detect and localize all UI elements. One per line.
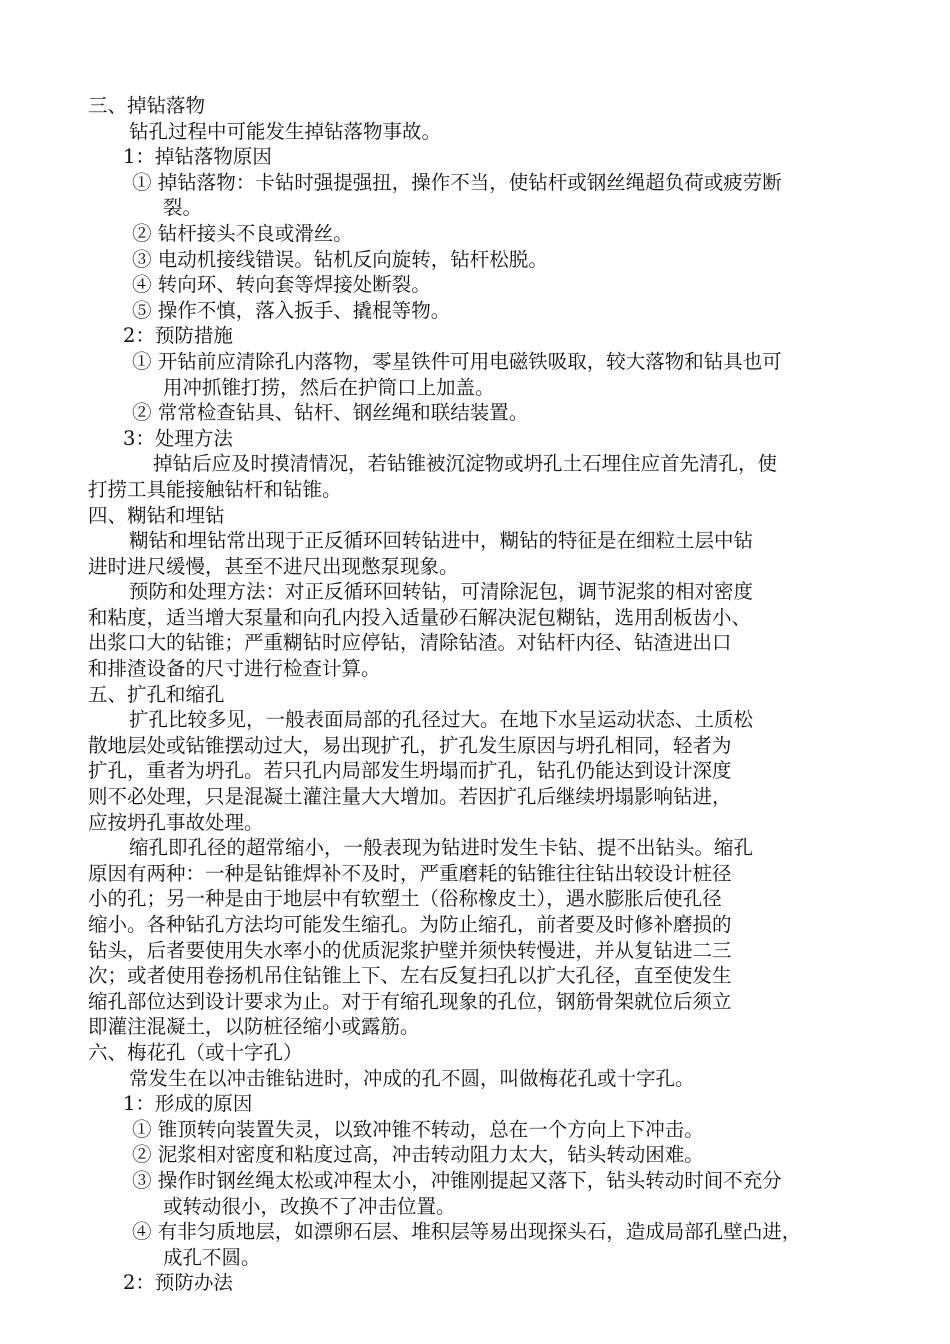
paragraph-line: 缩孔部位达到设计要求为止。对于有缩孔现象的孔位，钢筋骨架就位后须立 xyxy=(88,989,732,1013)
list-item: ④ 有非匀质地层，如漂卵石层、堆积层等易出现探头石，造成局部孔壁凸进， xyxy=(132,1220,802,1244)
list-item: ① 锥顶转向装置失灵，以致冲锥不转动，总在一个方向上下冲击。 xyxy=(132,1117,704,1141)
paragraph-line: 掉钻后应及时摸清情况，若钻锥被沉淀物或坍孔土石埋住应首先清孔，使 xyxy=(153,452,778,476)
section-heading-5: 五、扩孔和缩孔 xyxy=(88,682,225,706)
list-item: ① 掉钻落物：卡钻时强提强扭，操作不当，使钻杆或钢丝绳超负荷或疲劳断 xyxy=(132,170,782,194)
list-item: ② 泥浆相对密度和粘度过高，冲击转动阻力太大，钻头转动困难。 xyxy=(132,1143,704,1167)
list-item-continuation: 或转动很小，改换不了冲击位置。 xyxy=(163,1194,456,1218)
subheading: 1：掉钻落物原因 xyxy=(123,145,272,169)
list-item: ① 开钻前应清除孔内落物，零星铁件可用电磁铁吸取，较大落物和钻具也可 xyxy=(132,349,782,373)
paragraph-line: 进时进尺缓慢，甚至不进尺出现憋泵现象。 xyxy=(88,554,459,578)
paragraph-line: 应按坍孔事故处理。 xyxy=(88,810,264,834)
list-item: ② 常常检查钻具、钻杆、钢丝绳和联结装置。 xyxy=(132,401,529,425)
paragraph-line: 缩小。各种钻孔方法均可能发生缩孔。为防止缩孔，前者要及时修补磨损的 xyxy=(88,913,732,936)
list-item: ③ 操作时钢丝绳太松或冲程太小，冲锥刚提起又落下，钻头转动时间不充分 xyxy=(132,1168,782,1192)
paragraph-line: 钻头，后者要使用失水率小的优质泥浆护壁并须快转慢进，并从复钻进二三 xyxy=(88,938,732,962)
paragraph-line: 糊钻和埋钻常出现于正反循环回转钻进中，糊钻的特征是在细粒土层中钻 xyxy=(129,529,754,553)
subheading: 2：预防办法 xyxy=(123,1271,233,1295)
list-item: ⑤ 操作不慎，落入扳手、撬棍等物。 xyxy=(132,298,451,322)
list-item: ② 钻杆接头不良或滑丝。 xyxy=(132,221,353,245)
paragraph-line: 钻孔过程中可能发生掉钻落物事故。 xyxy=(129,119,442,143)
paragraph-line: 打捞工具能接触钻杆和钻锥。 xyxy=(88,477,342,501)
paragraph-line: 扩孔比较多见，一般表面局部的孔径过大。在地下水呈运动状态、土质松 xyxy=(129,708,754,732)
paragraph-line: 和粘度，适当增大泵量和向孔内投入适量砂石解决泥包糊钻，选用刮板齿小、 xyxy=(88,605,752,629)
paragraph-line: 即灌注混凝土，以防桩径缩小或露筋。 xyxy=(88,1015,420,1039)
subheading: 1：形成的原因 xyxy=(123,1092,253,1116)
paragraph-line: 原因有两种：一种是钻锥焊补不及时，严重磨耗的钻锥往往钻出较设计桩径 xyxy=(88,861,732,885)
paragraph-line: 缩孔即孔径的超常缩小，一般表现为钻进时发生卡钻、提不出钻头。缩孔 xyxy=(129,836,754,860)
paragraph-line: 和排渣设备的尺寸进行检查计算。 xyxy=(88,657,381,681)
paragraph-line: 次；或者使用卷扬机吊住钻锥上下、左右反复扫孔以扩大孔径，直至使发生 xyxy=(88,964,732,988)
list-item: ③ 电动机接线错误。钻机反向旋转，钻杆松脱。 xyxy=(132,247,548,271)
paragraph-line: 扩孔，重者为坍孔。若只孔内局部发生坍塌而扩孔，钻孔仍能达到设计深度 xyxy=(88,759,732,783)
list-item-continuation: 裂。 xyxy=(163,196,203,220)
subheading: 3：处理方法 xyxy=(123,426,233,450)
section-heading-3: 三、掉钻落物 xyxy=(88,94,206,117)
list-item: ④ 转向环、转向套等焊接处断裂。 xyxy=(132,273,431,297)
paragraph-line: 小的孔；另一种是由于地层中有软塑土（俗称橡皮土），遇水膨胀后使孔径 xyxy=(88,887,722,911)
paragraph-line: 预防和处理方法：对正反循环回转钻，可清除泥包，调节泥浆的相对密度 xyxy=(129,580,754,604)
list-item-continuation: 用冲抓锥打捞，然后在护筒口上加盖。 xyxy=(163,375,495,399)
paragraph-line: 常发生在以冲击锥钻进时，冲成的孔不圆，叫做梅花孔或十字孔。 xyxy=(129,1066,695,1090)
subheading: 2：预防措施 xyxy=(123,324,233,348)
paragraph-line: 出浆口大的钻锥；严重糊钻时应停钻，清除钻渣。对钻杆内径、钻渣进出口 xyxy=(88,631,732,655)
paragraph-line: 散地层处或钻锥摆动过大，易出现扩孔，扩孔发生原因与坍孔相同，轻者为 xyxy=(88,733,732,757)
paragraph-line: 则不必处理，只是混凝土灌注量大大增加。若因扩孔后继续坍塌影响钻进， xyxy=(88,785,732,809)
section-heading-6: 六、梅花孔（或十字孔） xyxy=(88,1040,303,1064)
list-item-continuation: 成孔不圆。 xyxy=(163,1245,261,1269)
section-heading-4: 四、糊钻和埋钻 xyxy=(88,503,225,527)
document-body xyxy=(88,93,888,1296)
